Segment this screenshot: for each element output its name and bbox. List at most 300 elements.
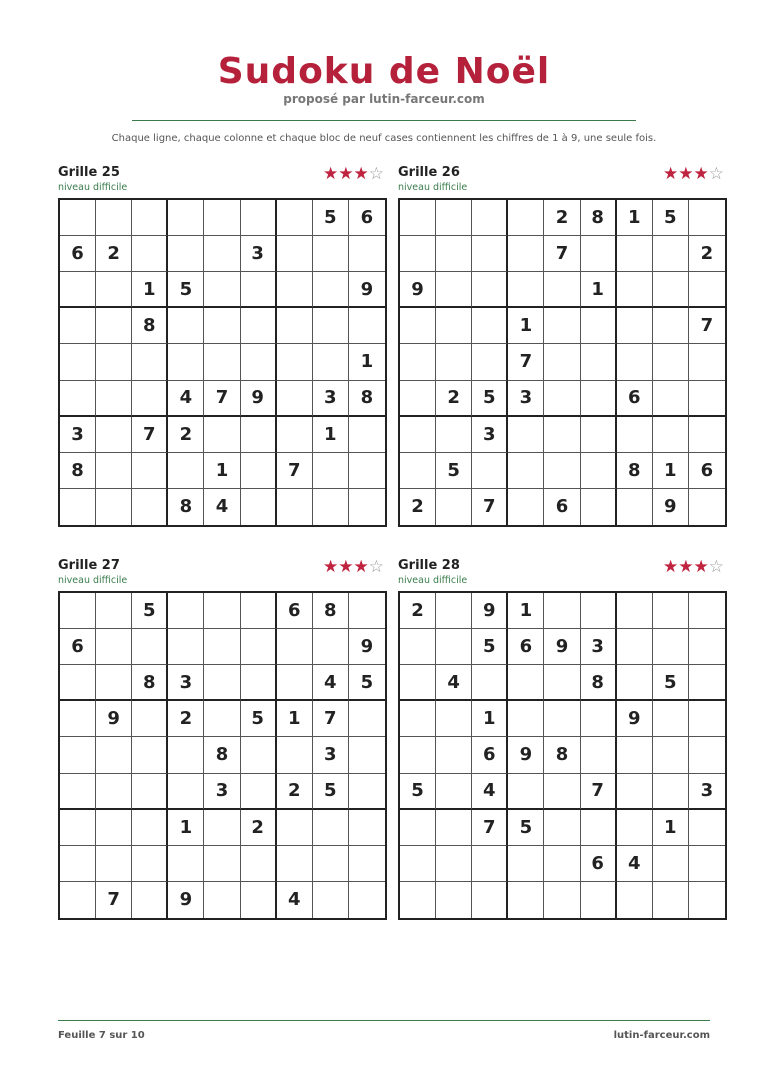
sudoku-cell[interactable] <box>349 737 385 773</box>
sudoku-cell[interactable] <box>60 593 96 629</box>
sudoku-cell[interactable] <box>508 200 544 236</box>
sudoku-cell: 1 <box>617 200 653 236</box>
sudoku-cell[interactable] <box>241 489 277 525</box>
sudoku-cell[interactable] <box>96 846 132 882</box>
sudoku-cell[interactable] <box>96 665 132 701</box>
star-filled-icon: ★ <box>678 164 694 184</box>
sudoku-cell[interactable] <box>96 344 132 380</box>
sudoku-cell[interactable] <box>653 846 689 882</box>
sudoku-cell: 1 <box>204 453 240 489</box>
sudoku-cell[interactable] <box>653 381 689 417</box>
star-filled-icon: ★ <box>693 557 709 577</box>
sudoku-cell: 3 <box>313 381 349 417</box>
star-filled-icon: ★ <box>323 557 339 577</box>
sudoku-cell[interactable] <box>204 629 240 665</box>
sudoku-cell: 9 <box>96 701 132 737</box>
sudoku-cell[interactable] <box>132 810 168 846</box>
sudoku-cell: 2 <box>168 417 204 453</box>
sudoku-cell[interactable] <box>60 665 96 701</box>
sudoku-cell[interactable] <box>313 236 349 272</box>
sudoku-cell[interactable] <box>60 810 96 846</box>
sudoku-cell[interactable] <box>689 593 725 629</box>
sudoku-cell[interactable] <box>508 701 544 737</box>
sudoku-cell[interactable] <box>508 774 544 810</box>
sudoku-cell[interactable] <box>581 489 617 525</box>
sudoku-cell[interactable] <box>436 846 472 882</box>
sudoku-cell: 6 <box>544 489 580 525</box>
sudoku-cell: 3 <box>313 737 349 773</box>
sudoku-cell[interactable] <box>204 593 240 629</box>
sudoku-cell: 4 <box>617 846 653 882</box>
sudoku-cell[interactable] <box>60 272 96 308</box>
sudoku-cell[interactable] <box>436 701 472 737</box>
difficulty-stars <box>323 558 384 576</box>
sudoku-cell[interactable] <box>689 737 725 773</box>
star-filled-icon: ★ <box>663 164 679 184</box>
sudoku-cell[interactable] <box>132 629 168 665</box>
sudoku-cell[interactable] <box>653 882 689 918</box>
sudoku-cell[interactable] <box>204 810 240 846</box>
sudoku-cell: 2 <box>400 489 436 525</box>
sudoku-cell: 2 <box>96 236 132 272</box>
sudoku-cell[interactable] <box>544 665 580 701</box>
sudoku-cell[interactable] <box>96 381 132 417</box>
sudoku-cell[interactable] <box>241 200 277 236</box>
sudoku-cell[interactable] <box>617 308 653 344</box>
sudoku-cell: 5 <box>472 381 508 417</box>
sudoku-cell[interactable] <box>96 810 132 846</box>
sudoku-cell[interactable] <box>349 774 385 810</box>
sudoku-cell[interactable] <box>436 774 472 810</box>
sudoku-cell: 6 <box>472 737 508 773</box>
sudoku-cell[interactable] <box>241 593 277 629</box>
sudoku-cell[interactable] <box>508 846 544 882</box>
star-empty-icon: ☆ <box>708 557 724 577</box>
sudoku-cell[interactable] <box>277 489 313 525</box>
sudoku-cell: 4 <box>313 665 349 701</box>
sudoku-cell[interactable] <box>689 344 725 380</box>
sudoku-cell[interactable] <box>653 737 689 773</box>
sudoku-cell[interactable] <box>168 846 204 882</box>
sudoku-cell: 1 <box>168 810 204 846</box>
sudoku-cell[interactable] <box>349 489 385 525</box>
sudoku-cell[interactable] <box>132 236 168 272</box>
sudoku-cell[interactable] <box>60 882 96 918</box>
sudoku-cell[interactable] <box>472 882 508 918</box>
sudoku-cell[interactable] <box>689 665 725 701</box>
page-subtitle: proposé par lutin-farceur.com <box>283 92 485 106</box>
sudoku-cell: 2 <box>689 236 725 272</box>
sudoku-cell[interactable] <box>96 308 132 344</box>
sudoku-cell[interactable] <box>544 344 580 380</box>
sudoku-cell: 7 <box>581 774 617 810</box>
sudoku-cell: 9 <box>472 593 508 629</box>
sudoku-cell[interactable] <box>472 236 508 272</box>
sudoku-cell: 8 <box>132 308 168 344</box>
sudoku-cell[interactable] <box>204 417 240 453</box>
sudoku-cell[interactable] <box>132 846 168 882</box>
sudoku-cell[interactable] <box>132 489 168 525</box>
sudoku-cell[interactable] <box>313 629 349 665</box>
sudoku-cell[interactable] <box>168 629 204 665</box>
sudoku-cell[interactable] <box>617 489 653 525</box>
sudoku-cell[interactable] <box>204 236 240 272</box>
sudoku-cell[interactable] <box>277 272 313 308</box>
sudoku-cell[interactable] <box>400 629 436 665</box>
sudoku-cell[interactable] <box>132 200 168 236</box>
sudoku-cell[interactable] <box>349 846 385 882</box>
sudoku-grid <box>58 591 387 920</box>
sudoku-cell[interactable] <box>544 453 580 489</box>
sudoku-cell[interactable] <box>508 489 544 525</box>
sudoku-cell[interactable] <box>581 453 617 489</box>
sudoku-cell[interactable] <box>168 236 204 272</box>
sudoku-cell[interactable] <box>689 200 725 236</box>
sudoku-cell[interactable] <box>436 236 472 272</box>
sudoku-cell[interactable] <box>60 701 96 737</box>
sudoku-cell[interactable] <box>617 665 653 701</box>
sudoku-cell[interactable] <box>472 308 508 344</box>
sudoku-cell[interactable] <box>544 882 580 918</box>
sudoku-cell[interactable] <box>653 344 689 380</box>
sudoku-cell[interactable] <box>400 810 436 846</box>
sudoku-cell[interactable] <box>436 629 472 665</box>
sudoku-cell[interactable] <box>689 882 725 918</box>
sudoku-cell[interactable] <box>132 381 168 417</box>
sudoku-cell[interactable] <box>204 665 240 701</box>
sudoku-cell[interactable] <box>204 701 240 737</box>
sudoku-cell[interactable] <box>472 846 508 882</box>
sudoku-cell[interactable] <box>349 810 385 846</box>
sudoku-cell[interactable] <box>241 774 277 810</box>
sudoku-cell[interactable] <box>277 737 313 773</box>
puzzle-label: Grille 26 <box>398 165 460 180</box>
sudoku-cell[interactable] <box>313 810 349 846</box>
sudoku-cell[interactable] <box>400 453 436 489</box>
sudoku-cell[interactable] <box>241 846 277 882</box>
sudoku-cell[interactable] <box>581 236 617 272</box>
sudoku-cell: 4 <box>277 882 313 918</box>
sudoku-cell[interactable] <box>132 737 168 773</box>
sudoku-cell[interactable] <box>436 308 472 344</box>
sudoku-cell[interactable] <box>436 489 472 525</box>
star-filled-icon: ★ <box>678 557 694 577</box>
sudoku-cell[interactable] <box>241 344 277 380</box>
sudoku-cell[interactable] <box>313 489 349 525</box>
sudoku-cell[interactable] <box>204 308 240 344</box>
sudoku-cell[interactable] <box>277 417 313 453</box>
sudoku-cell: 1 <box>349 344 385 380</box>
sudoku-cell[interactable] <box>204 272 240 308</box>
sudoku-cell[interactable] <box>508 453 544 489</box>
sudoku-cell[interactable] <box>168 453 204 489</box>
puzzle-level: niveau difficile <box>58 182 128 193</box>
sudoku-cell[interactable] <box>436 417 472 453</box>
sudoku-cell[interactable] <box>313 272 349 308</box>
sudoku-cell: 8 <box>132 665 168 701</box>
sudoku-cell[interactable] <box>96 453 132 489</box>
sudoku-cell[interactable] <box>617 272 653 308</box>
sudoku-cell[interactable] <box>436 593 472 629</box>
sudoku-cell[interactable] <box>277 665 313 701</box>
sudoku-cell[interactable] <box>581 701 617 737</box>
sudoku-cell[interactable] <box>689 846 725 882</box>
sudoku-cell[interactable] <box>544 846 580 882</box>
sudoku-cell[interactable] <box>349 417 385 453</box>
sudoku-cell[interactable] <box>544 810 580 846</box>
sudoku-cell[interactable] <box>96 774 132 810</box>
sudoku-cell[interactable] <box>400 737 436 773</box>
page-number: Feuille 7 sur 10 <box>58 1030 145 1041</box>
sudoku-cell[interactable] <box>132 701 168 737</box>
sudoku-cell[interactable] <box>400 665 436 701</box>
sudoku-cell: 8 <box>349 381 385 417</box>
sudoku-cell[interactable] <box>60 200 96 236</box>
sudoku-cell[interactable] <box>60 381 96 417</box>
sudoku-cell[interactable] <box>277 308 313 344</box>
star-filled-icon: ★ <box>353 557 369 577</box>
sudoku-cell: 9 <box>241 381 277 417</box>
sudoku-cell: 7 <box>204 381 240 417</box>
sudoku-cell[interactable] <box>168 308 204 344</box>
sudoku-cell[interactable] <box>400 381 436 417</box>
sudoku-cell: 9 <box>400 272 436 308</box>
sudoku-cell: 3 <box>581 629 617 665</box>
sudoku-cell[interactable] <box>277 344 313 380</box>
sudoku-cell[interactable] <box>617 882 653 918</box>
sudoku-cell[interactable] <box>436 344 472 380</box>
sudoku-cell: 7 <box>132 417 168 453</box>
sudoku-cell: 1 <box>472 701 508 737</box>
sudoku-cell[interactable] <box>241 453 277 489</box>
sudoku-cell[interactable] <box>581 882 617 918</box>
sudoku-cell[interactable] <box>617 737 653 773</box>
sudoku-cell: 6 <box>689 453 725 489</box>
sudoku-cell[interactable] <box>168 344 204 380</box>
sudoku-cell[interactable] <box>349 236 385 272</box>
sudoku-cell: 3 <box>204 774 240 810</box>
sudoku-cell[interactable] <box>96 200 132 236</box>
sudoku-cell[interactable] <box>617 417 653 453</box>
sudoku-cell[interactable] <box>60 489 96 525</box>
star-filled-icon: ★ <box>338 557 354 577</box>
sudoku-cell[interactable] <box>400 200 436 236</box>
sudoku-cell[interactable] <box>544 701 580 737</box>
sudoku-cell[interactable] <box>581 381 617 417</box>
sudoku-cell[interactable] <box>436 882 472 918</box>
sudoku-cell[interactable] <box>544 272 580 308</box>
sudoku-cell[interactable] <box>241 272 277 308</box>
sudoku-cell[interactable] <box>581 344 617 380</box>
sudoku-cell[interactable] <box>581 737 617 773</box>
sudoku-cell[interactable] <box>544 381 580 417</box>
sudoku-cell: 1 <box>653 810 689 846</box>
sudoku-cell[interactable] <box>617 629 653 665</box>
star-filled-icon: ★ <box>663 557 679 577</box>
difficulty-stars <box>323 165 384 183</box>
sudoku-cell[interactable] <box>653 308 689 344</box>
sudoku-cell[interactable] <box>60 344 96 380</box>
sudoku-cell[interactable] <box>168 593 204 629</box>
sudoku-cell[interactable] <box>653 701 689 737</box>
sudoku-cell[interactable] <box>277 236 313 272</box>
sudoku-cell[interactable] <box>349 453 385 489</box>
sudoku-cell[interactable] <box>349 593 385 629</box>
sudoku-cell[interactable] <box>689 417 725 453</box>
sudoku-cell[interactable] <box>241 665 277 701</box>
sudoku-cell: 7 <box>508 344 544 380</box>
sudoku-cell[interactable] <box>168 737 204 773</box>
sudoku-cell[interactable] <box>653 629 689 665</box>
sudoku-cell[interactable] <box>96 489 132 525</box>
sudoku-cell[interactable] <box>313 453 349 489</box>
sudoku-cell[interactable] <box>436 810 472 846</box>
sudoku-cell[interactable] <box>204 344 240 380</box>
sudoku-cell: 9 <box>349 272 385 308</box>
sudoku-cell[interactable] <box>204 200 240 236</box>
sudoku-grid <box>398 198 727 527</box>
sudoku-cell: 3 <box>241 236 277 272</box>
sudoku-cell[interactable] <box>349 308 385 344</box>
sudoku-cell: 8 <box>581 200 617 236</box>
sudoku-cell[interactable] <box>204 846 240 882</box>
sudoku-cell: 7 <box>96 882 132 918</box>
sudoku-cell[interactable] <box>508 665 544 701</box>
sudoku-cell: 8 <box>581 665 617 701</box>
sudoku-cell[interactable] <box>581 810 617 846</box>
sudoku-cell[interactable] <box>132 774 168 810</box>
sudoku-cell: 2 <box>277 774 313 810</box>
sudoku-cell[interactable] <box>653 417 689 453</box>
sudoku-cell[interactable] <box>349 701 385 737</box>
sudoku-cell[interactable] <box>472 200 508 236</box>
sudoku-cell[interactable] <box>617 593 653 629</box>
sudoku-cell[interactable] <box>472 344 508 380</box>
sudoku-cell[interactable] <box>60 774 96 810</box>
sudoku-cell[interactable] <box>60 846 96 882</box>
sudoku-cell[interactable] <box>689 629 725 665</box>
sudoku-cell[interactable] <box>313 846 349 882</box>
sudoku-cell[interactable] <box>436 737 472 773</box>
sudoku-cell[interactable] <box>544 593 580 629</box>
sudoku-cell[interactable] <box>617 236 653 272</box>
sudoku-cell[interactable] <box>313 882 349 918</box>
sudoku-cell[interactable] <box>96 593 132 629</box>
sudoku-cell: 5 <box>472 629 508 665</box>
sudoku-cell[interactable] <box>241 308 277 344</box>
sudoku-cell[interactable] <box>472 272 508 308</box>
sudoku-cell[interactable] <box>400 236 436 272</box>
sudoku-cell[interactable] <box>617 810 653 846</box>
sudoku-cell[interactable] <box>689 381 725 417</box>
sudoku-cell[interactable] <box>277 810 313 846</box>
sudoku-cell: 9 <box>544 629 580 665</box>
sudoku-cell[interactable] <box>277 846 313 882</box>
sudoku-cell: 5 <box>653 200 689 236</box>
sudoku-cell[interactable] <box>689 489 725 525</box>
sudoku-cell[interactable] <box>544 774 580 810</box>
sudoku-cell: 8 <box>617 453 653 489</box>
sudoku-cell[interactable] <box>241 737 277 773</box>
sudoku-cell[interactable] <box>472 665 508 701</box>
sudoku-cell[interactable] <box>653 272 689 308</box>
sudoku-cell[interactable] <box>472 453 508 489</box>
sudoku-cell[interactable] <box>204 882 240 918</box>
sudoku-cell[interactable] <box>689 810 725 846</box>
sudoku-cell[interactable] <box>653 774 689 810</box>
sudoku-cell: 5 <box>241 701 277 737</box>
sudoku-cell[interactable] <box>96 417 132 453</box>
sudoku-cell[interactable] <box>508 417 544 453</box>
sudoku-cell[interactable] <box>400 846 436 882</box>
sudoku-cell: 5 <box>349 665 385 701</box>
puzzle-level: niveau difficile <box>398 575 468 586</box>
sudoku-cell[interactable] <box>132 453 168 489</box>
sudoku-cell[interactable] <box>653 593 689 629</box>
sudoku-cell[interactable] <box>581 308 617 344</box>
sudoku-cell[interactable] <box>508 272 544 308</box>
sudoku-cell: 6 <box>60 629 96 665</box>
sudoku-cell: 1 <box>277 701 313 737</box>
sudoku-cell[interactable] <box>689 272 725 308</box>
site-name: lutin-farceur.com <box>613 1030 710 1041</box>
sudoku-cell[interactable] <box>132 344 168 380</box>
sudoku-cell: 7 <box>544 236 580 272</box>
sudoku-cell[interactable] <box>653 236 689 272</box>
sudoku-cell[interactable] <box>277 200 313 236</box>
sudoku-cell[interactable] <box>544 308 580 344</box>
sudoku-cell[interactable] <box>168 200 204 236</box>
sudoku-cell[interactable] <box>400 344 436 380</box>
sudoku-cell[interactable] <box>96 272 132 308</box>
sudoku-cell[interactable] <box>544 417 580 453</box>
sudoku-cell[interactable] <box>313 344 349 380</box>
sudoku-cell[interactable] <box>617 344 653 380</box>
sudoku-cell[interactable] <box>241 417 277 453</box>
sudoku-cell: 2 <box>241 810 277 846</box>
sudoku-cell: 2 <box>168 701 204 737</box>
sudoku-cell[interactable] <box>581 593 617 629</box>
footer-divider <box>58 1020 710 1021</box>
sudoku-cell[interactable] <box>277 381 313 417</box>
sudoku-cell[interactable] <box>617 774 653 810</box>
sudoku-cell[interactable] <box>508 882 544 918</box>
sudoku-cell[interactable] <box>277 629 313 665</box>
sudoku-cell[interactable] <box>400 701 436 737</box>
sudoku-cell[interactable] <box>96 629 132 665</box>
sudoku-cell: 2 <box>400 593 436 629</box>
sudoku-cell[interactable] <box>96 737 132 773</box>
sudoku-cell[interactable] <box>400 417 436 453</box>
sudoku-cell[interactable] <box>400 308 436 344</box>
sudoku-cell[interactable] <box>436 200 472 236</box>
sudoku-cell: 2 <box>544 200 580 236</box>
sudoku-cell[interactable] <box>313 308 349 344</box>
sudoku-cell[interactable] <box>436 272 472 308</box>
sudoku-cell[interactable] <box>508 236 544 272</box>
instructions-text: Chaque ligne, chaque colonne et chaque bloc de neuf cases contiennent les chiffres de 1 à 9, une seule fois. <box>111 133 657 144</box>
sudoku-cell[interactable] <box>60 737 96 773</box>
sudoku-cell[interactable] <box>241 629 277 665</box>
sudoku-cell[interactable] <box>241 882 277 918</box>
sudoku-cell[interactable] <box>60 308 96 344</box>
sudoku-cell[interactable] <box>349 882 385 918</box>
sudoku-cell[interactable] <box>581 417 617 453</box>
sudoku-cell[interactable] <box>132 882 168 918</box>
sudoku-cell[interactable] <box>400 882 436 918</box>
sudoku-cell[interactable] <box>168 774 204 810</box>
sudoku-cell[interactable] <box>689 701 725 737</box>
